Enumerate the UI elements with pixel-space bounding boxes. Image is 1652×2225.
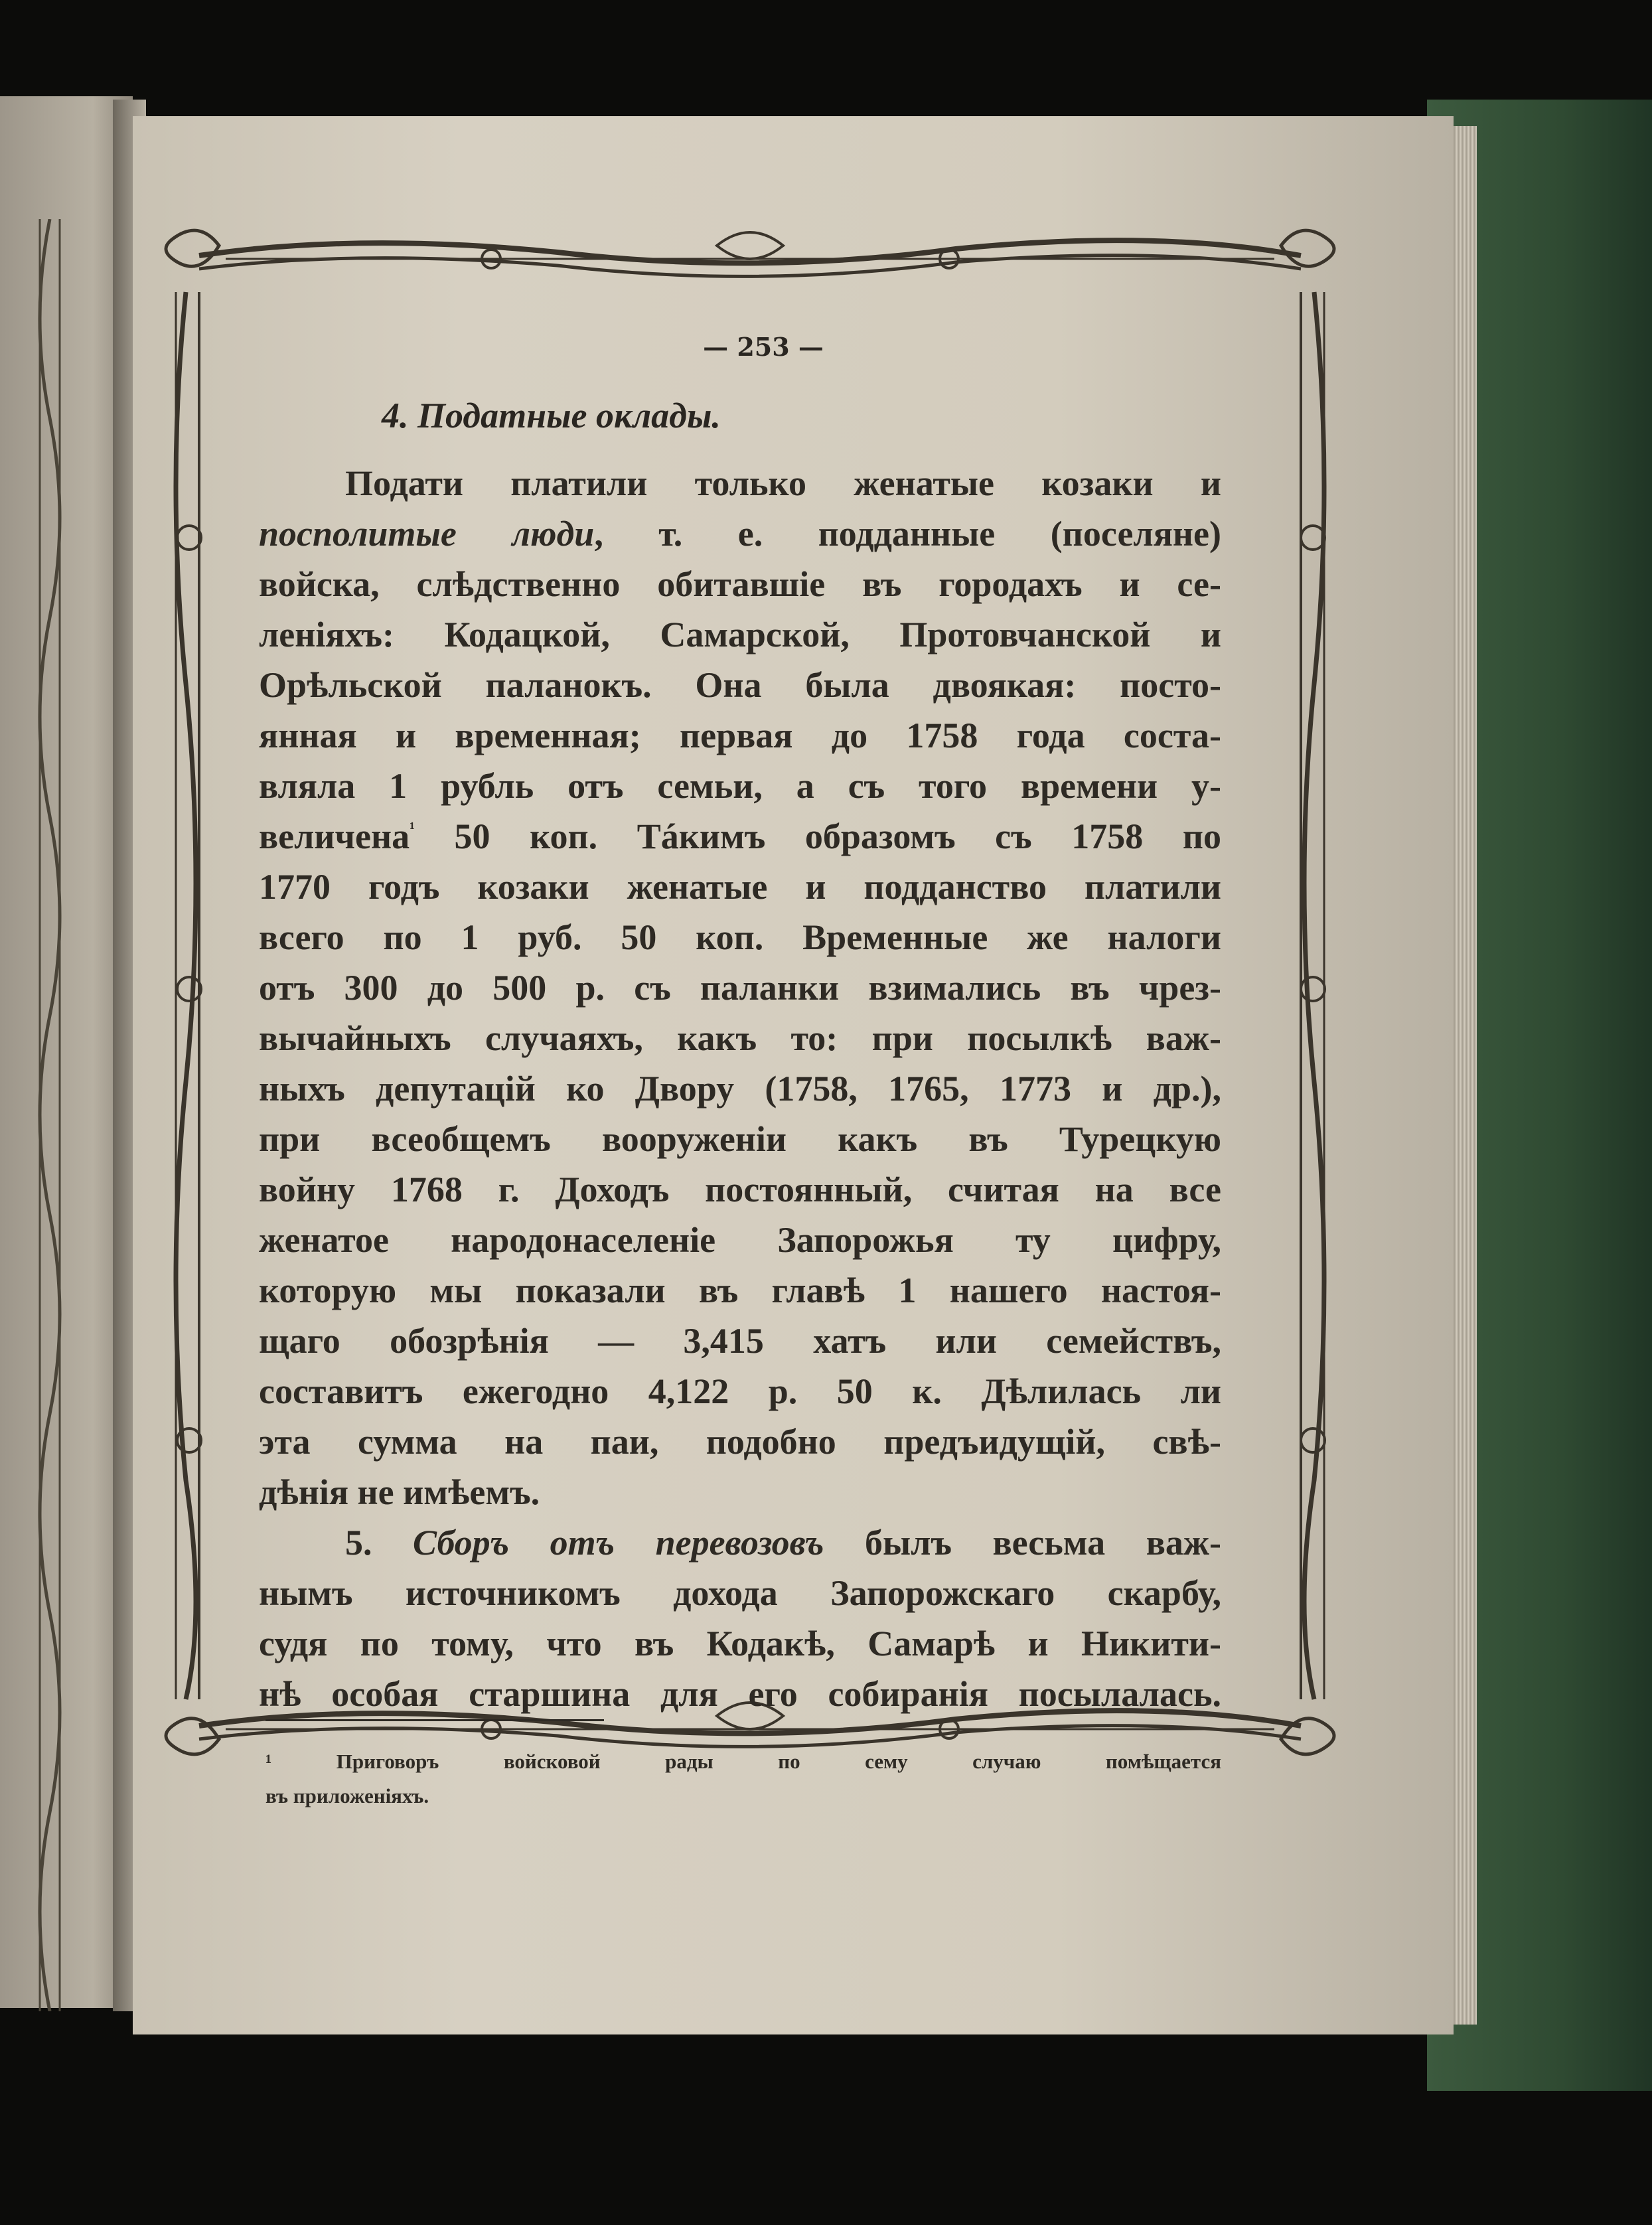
text-run: при всеобщемъ вооруженiи какъ въ Турецкую (259, 1119, 1221, 1159)
text-run: Подати платили только женатые козаки и (345, 463, 1221, 503)
footnote-line: въ приложенiяхъ. (265, 1784, 429, 1807)
text-line (259, 1265, 1221, 1316)
footnote-marker: ¹ (410, 818, 415, 838)
text-line (259, 1013, 1221, 1063)
text-run: которую мы показали въ главѣ 1 нашего настоя- (259, 1270, 1221, 1310)
text-line (259, 609, 1221, 660)
text-run: янная и временная; первая до 1758 года соста- (259, 716, 1221, 755)
text-line (259, 1417, 1221, 1467)
text-line (259, 660, 1221, 710)
text-run: нѣ особая старшина для его собиранiя посылалась. (259, 1674, 1221, 1714)
text-run: 5. (345, 1523, 413, 1563)
text-run: былъ весьма важ- (824, 1523, 1222, 1563)
text-line (259, 1618, 1221, 1669)
body-text (259, 458, 1221, 1719)
text-run: женатое народонаселенiе Запорожья ту цифру, (259, 1220, 1221, 1260)
text-run: составитъ ежегодно 4,122 р. 50 к. Дѣлилась ли (259, 1371, 1221, 1411)
footnote (265, 1744, 1221, 1813)
text-run: войну 1768 г. Доходъ постоянный, считая на все (259, 1170, 1221, 1209)
text-line (259, 811, 1221, 862)
text-run: войска, слѣдственно обитавшiе въ городахъ и се- (259, 564, 1221, 604)
page-number: — 253 — (703, 332, 824, 362)
text-line (259, 862, 1221, 912)
text-line (259, 1669, 1221, 1719)
text-run: эта сумма на паи, подобно предъидущiй, свѣ- (259, 1422, 1221, 1462)
text-line (259, 912, 1221, 962)
facing-page-ornament (27, 219, 73, 2011)
text-run: величена (259, 816, 410, 856)
text-run: отъ 300 до 500 р. съ паланки взимались въ чрез- (259, 968, 1221, 1008)
footnote-line: ¹ Приговоръ войсковой рады по сему случаю помѣщается (265, 1750, 1221, 1773)
text-line (259, 1114, 1221, 1164)
text-line (259, 710, 1221, 761)
text-line (259, 962, 1221, 1013)
text-line (259, 1316, 1221, 1366)
text-run: дѣнiя не имѣемъ. (259, 1472, 540, 1512)
text-line (259, 559, 1221, 609)
text-line (259, 1164, 1221, 1215)
text-run: , т. е. подданные (поселяне) (594, 514, 1221, 554)
emphasized-text: посполитые люди (259, 514, 595, 554)
text-line (259, 1063, 1221, 1114)
text-line (259, 1568, 1221, 1618)
text-run: вычайныхъ случаяхъ, какъ то: при посылкѣ важ- (259, 1018, 1221, 1058)
section-heading: 4. Податные оклады. (382, 396, 721, 435)
text-run: ленiяхъ: Кодацкой, Самарской, Протовчанской и (259, 615, 1221, 654)
page-edges (1454, 126, 1477, 2025)
text-line (259, 1366, 1221, 1417)
text-run: 50 коп. Тáкимъ образомъ съ 1758 по (414, 816, 1221, 856)
text-run: всего по 1 руб. 50 коп. Временные же налоги (259, 917, 1221, 957)
text-line (259, 1517, 1221, 1568)
text-run: вляла 1 рубль отъ семьи, а съ того времени у- (259, 766, 1221, 806)
text-run: щаго обозрѣнiя — 3,415 хатъ или семействъ, (259, 1321, 1221, 1361)
emphasized-text: Сборъ отъ перевозовъ (413, 1523, 824, 1563)
text-run: Орѣльской паланокъ. Она была двоякая: посто- (259, 665, 1221, 705)
text-run: нымъ источникомъ дохода Запорожскаго скарбу, (259, 1573, 1221, 1613)
text-line (259, 508, 1221, 559)
text-run: ныхъ депутацiй ко Двору (1758, 1765, 1773 и др.), (259, 1069, 1221, 1109)
text-line (259, 1467, 1221, 1517)
footnote-rule (265, 1719, 604, 1721)
text-line (259, 1215, 1221, 1265)
text-line (259, 458, 1221, 508)
text-run: 1770 годъ козаки женатые и подданство платили (259, 867, 1221, 907)
text-run: судя по тому, что въ Кодакѣ, Самарѣ и Никити- (259, 1624, 1221, 1663)
text-line (259, 761, 1221, 811)
